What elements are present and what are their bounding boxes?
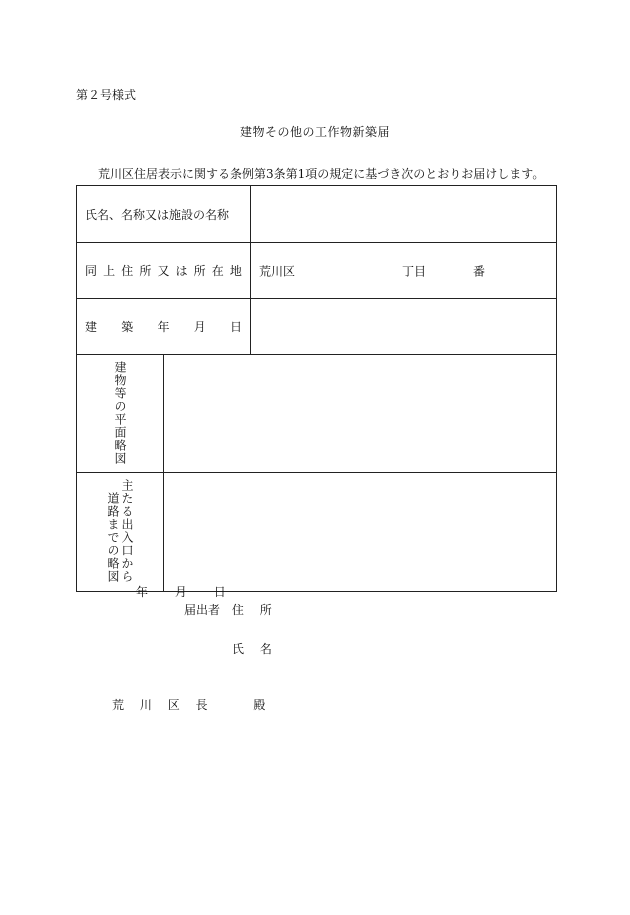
table-row-address bbox=[77, 243, 557, 299]
address-label bbox=[77, 243, 251, 299]
table-row-name bbox=[77, 186, 557, 243]
table-row-route-map bbox=[77, 473, 557, 592]
floor-plan-label: 建物等の平面略図 bbox=[77, 355, 164, 473]
name-label: 氏名、名称又は施設の名称 bbox=[77, 186, 251, 243]
address-ban: 番 bbox=[473, 264, 486, 278]
address-chome: 丁目 bbox=[402, 264, 427, 278]
address-value-field[interactable] bbox=[251, 243, 557, 299]
submission-date: 年 月 日 bbox=[136, 585, 226, 599]
address-ward: 荒川区 bbox=[259, 264, 296, 278]
address-label-text: 同 上 住 所 又 は 所 在 地 bbox=[85, 264, 242, 278]
intro-text: 荒川区住居表示に関する条例第3条第1項の規定に基づき次のとおりお届けします。 bbox=[98, 167, 545, 181]
construction-date-label bbox=[77, 299, 251, 355]
route-map-label: 道路までの略図主たる出入口から bbox=[77, 473, 164, 592]
notifier-name-line: 氏 名 bbox=[232, 642, 272, 656]
form-number: 第２号様式 bbox=[76, 88, 137, 102]
construction-date-label-text: 建 築 年 月 日 bbox=[85, 320, 242, 334]
form-table bbox=[76, 185, 557, 592]
addressee-line: 荒 川 区 長 殿 bbox=[112, 698, 266, 712]
floor-plan-area[interactable] bbox=[164, 355, 557, 473]
table-row-floor-plan bbox=[77, 355, 557, 473]
route-map-area[interactable] bbox=[164, 473, 557, 592]
document-title: 建物その他の工作物新築届 bbox=[239, 125, 390, 139]
table-row-construction-date bbox=[77, 299, 557, 355]
name-value-field[interactable] bbox=[251, 186, 557, 243]
notifier-address-line: 届出者 住 所 bbox=[184, 603, 272, 617]
construction-date-field[interactable] bbox=[251, 299, 557, 355]
